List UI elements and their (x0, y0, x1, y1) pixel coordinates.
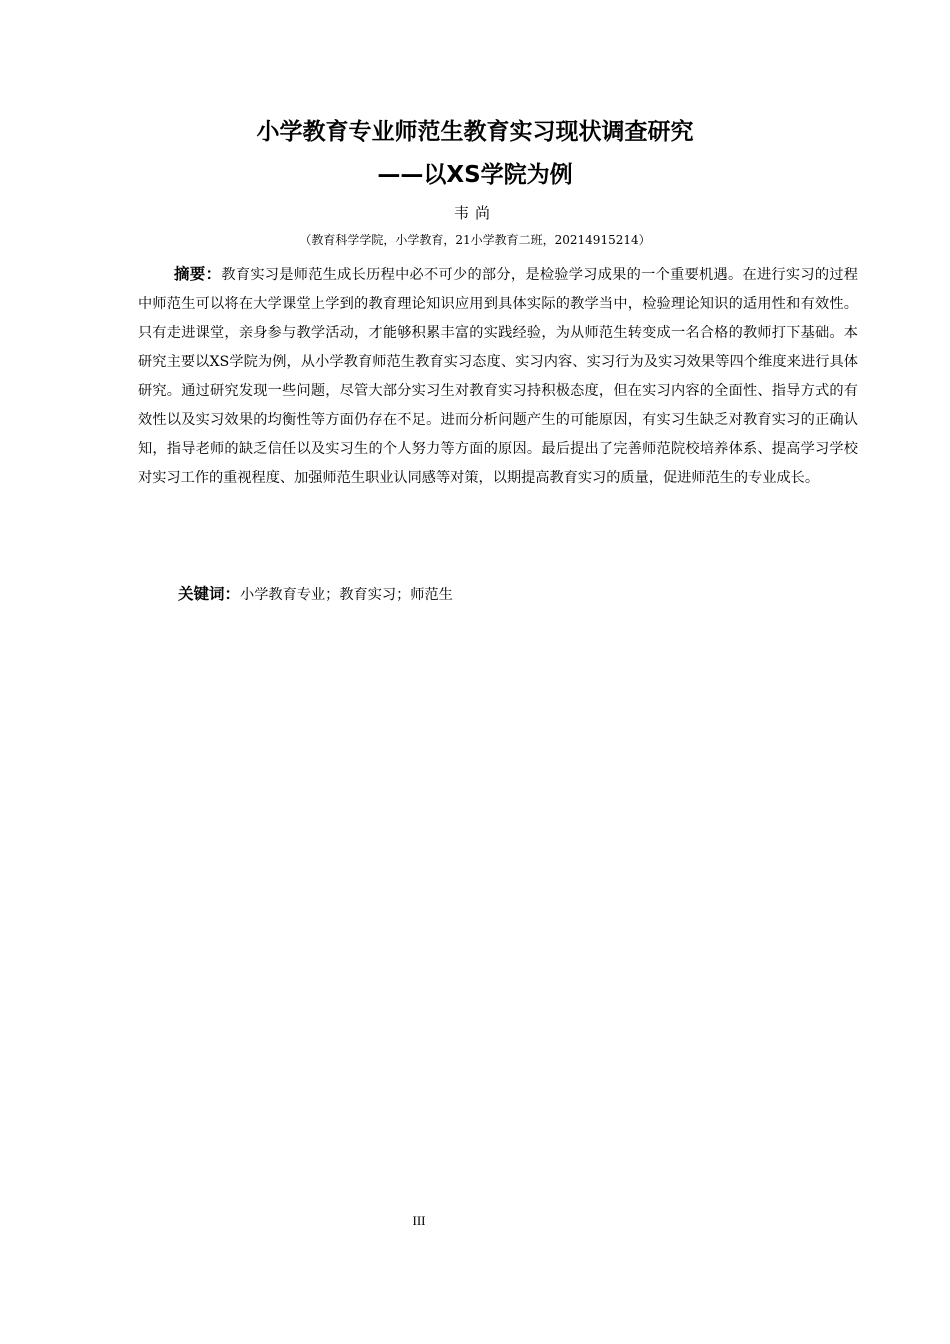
abstract-label: 摘要： (174, 265, 222, 283)
keywords-text: 小学教育专业；教育实习；师范生 (240, 587, 453, 603)
abstract-text: 教育实习是师范生成长历程中必不可少的部分，是检验学习成果的一个重要机遇。在进行实习的过程中师范生可以将在大学课堂上学到的教育理论知识应用到具体实际的教学当中，检验理论知识的适用性和有效性。只有走进课堂，亲身参与教学活动，才能够积累丰富的实践经验，为从师范生转变成一名合格的教师打下基础。本研究主要以XS学院为例，从小学教育师范生教育实习态度、实习内容、实习行为及实习效果等四个维度来进行具体研究。通过研究发现一些问题，尽管大部分实习生对教育实习持积极态度，但在实习内容的全面性、指导方式的有效性以及实习效果的均衡性等方面仍存在不足。进而分析问题产生的可能原因，有实习生缺乏对教育实习的正确认知，指导老师的缺乏信任以及实习生的个人努力等方面的原因。最后提出了完善师范院校培养体系、提高学习学校对实习工作的重视程度、加强师范生职业认同感等对策，以期提高教育实习的质量，促进师范生的专业成长。 (138, 267, 858, 486)
paper-subtitle: ——以XS学院为例 (377, 162, 573, 188)
keywords-line (178, 580, 858, 609)
abstract-paragraph (138, 260, 858, 493)
paper-title: 小学教育专业师范生教育实习现状调查研究 (256, 119, 694, 145)
page-number: III (412, 1213, 426, 1228)
author-affiliation: （教育科学学院，小学教育，21小学教育二班，20214915214） (299, 233, 651, 247)
author-name: 韦尚 (453, 204, 496, 222)
keywords-label: 关键词： (178, 585, 241, 603)
